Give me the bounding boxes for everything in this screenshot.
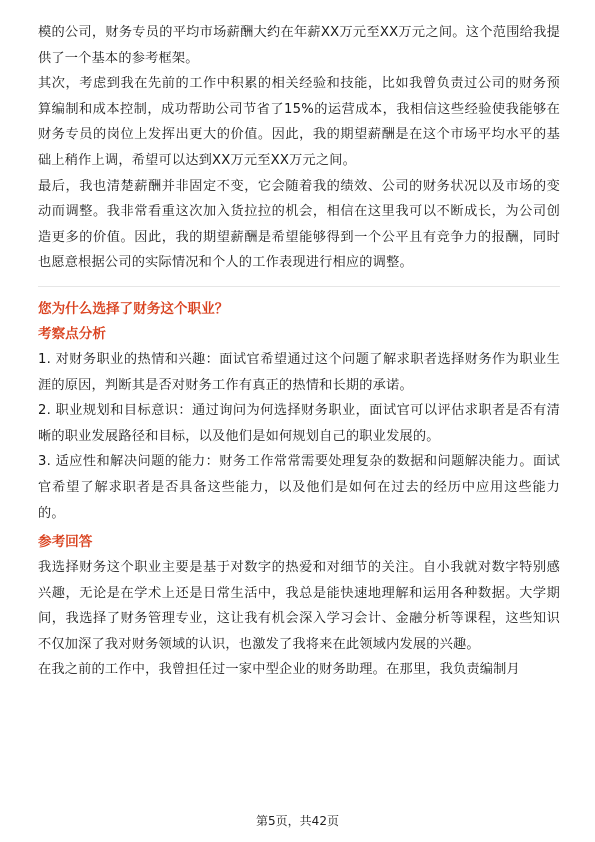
paragraph: 其次，考虑到我在先前的工作中积累的相关经验和技能，比如我曾负责过公司的财务预算编制和成本控制，成功帮助公司节省了15%的运营成本，我相信这些经验使我能够在财务专员的岗位上发挥出更大的价值。因此，我的期望薪酬是在这个市场平均水平的基础上稍作上调，希望可以达到XX万元至XX万元之间。 xyxy=(38,76,560,168)
paragraph: 模的公司，财务专员的平均市场薪酬大约在年薪XX万元至XX万元之间。这个范围给我提供了一个基本的参考框架。 xyxy=(38,25,560,66)
answer-paragraph: 在我之前的工作中，我曾担任过一家中型企业的财务助理。在那里，我负责编制月 xyxy=(38,662,520,678)
answer-paragraph: 我选择财务这个职业主要是基于对数字的热爱和对细节的关注。自小我就对数字特别感兴趣，无论是在学术上还是日常生活中，我总是能快速地理解和运用各种数据。大学期间，我选择了财务管理专业，这让我有机会深入学习会计、金融分析等课程，这些知识不仅加深了我对财务领域的认识，也激发了我将来在此领域内发展的兴趣。 xyxy=(38,560,560,652)
paragraph: 最后，我也清楚薪酬并非固定不变，它会随着我的绩效、公司的财务状况以及市场的变动而调整。我非常看重这次加入货拉拉的机会，相信在这里我可以不断成长，为公司创造更多的价值。因此，我的期望薪酬是希望能够得到一个公平且有竞争力的报酬，同时也愿意根据公司的实际情况和个人的工作表现进行相应的调整。 xyxy=(38,178,560,271)
page-footer: 第5页，共42页 xyxy=(256,814,339,828)
analysis-item: 1. 对财务职业的热情和兴趣：面试官希望通过这个问题了解求职者选择财务作为职业生涯的原因，判断其是否对财务工作有真正的热情和长期的承诺。 xyxy=(38,351,560,393)
analysis-item: 2. 职业规划和目标意识：通过询问为何选择财务职业，面试官可以评估求职者是否有清晰的职业发展路径和目标，以及他们是如何规划自己的职业发展的。 xyxy=(38,403,560,444)
question-heading: 您为什么选择了财务这个职业？ xyxy=(38,300,229,317)
analysis-item: 3. 适应性和解决问题的能力：财务工作常常需要处理复杂的数据和问题解决能力。面试官希望了解求职者是否具备这些能力，以及他们是如何在过去的经历中应用这些能力的。 xyxy=(38,454,560,521)
analysis-heading: 考察点分析 xyxy=(38,325,106,342)
document-page xyxy=(38,20,560,683)
answer-heading: 参考回答 xyxy=(38,534,93,551)
section-divider xyxy=(38,286,560,287)
